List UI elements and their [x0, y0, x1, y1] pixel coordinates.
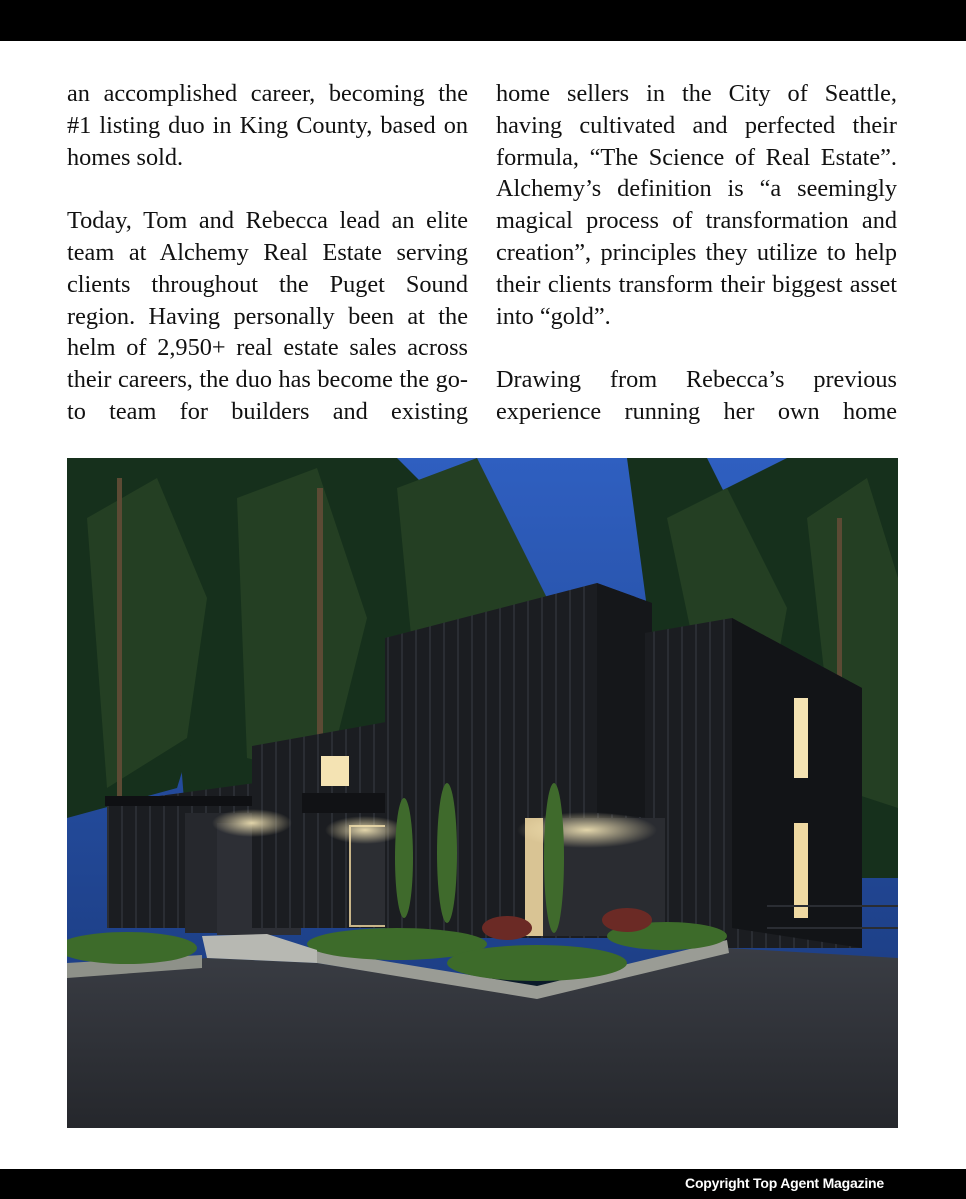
left-paragraph-2: Today, Tom and Rebecca lead an elite team at Alchemy Real Estate serving clients throughout the Puget Sound region. Having personally been at the helm of 2,950+ real estate sales across their careers, the duo has become the go-to team for builders and existing [67, 207, 468, 425]
right-column [496, 78, 897, 460]
right-paragraph-1: home sellers in the City of Seattle, having cultivated and perfected their formula, “The Science of Real Estate”. Alchemy’s definition is “a seemingly magical process of transformation and creation”, principles they utilize to help their clients transform their biggest asset into “gold”. [496, 80, 897, 330]
copyright-text: Copyright Top Agent Magazine [685, 1175, 884, 1191]
right-paragraph-2: Drawing from Rebecca’s previous experience running her own home [496, 366, 897, 425]
left-paragraph-1: an accomplished career, becoming the #1 listing duo in King County, based on homes sold. [67, 80, 468, 171]
left-column [67, 78, 468, 460]
bottom-bar [0, 1169, 966, 1199]
house-photo [67, 458, 898, 1128]
house-photo-illustration [67, 458, 898, 1128]
top-bar [0, 0, 966, 41]
